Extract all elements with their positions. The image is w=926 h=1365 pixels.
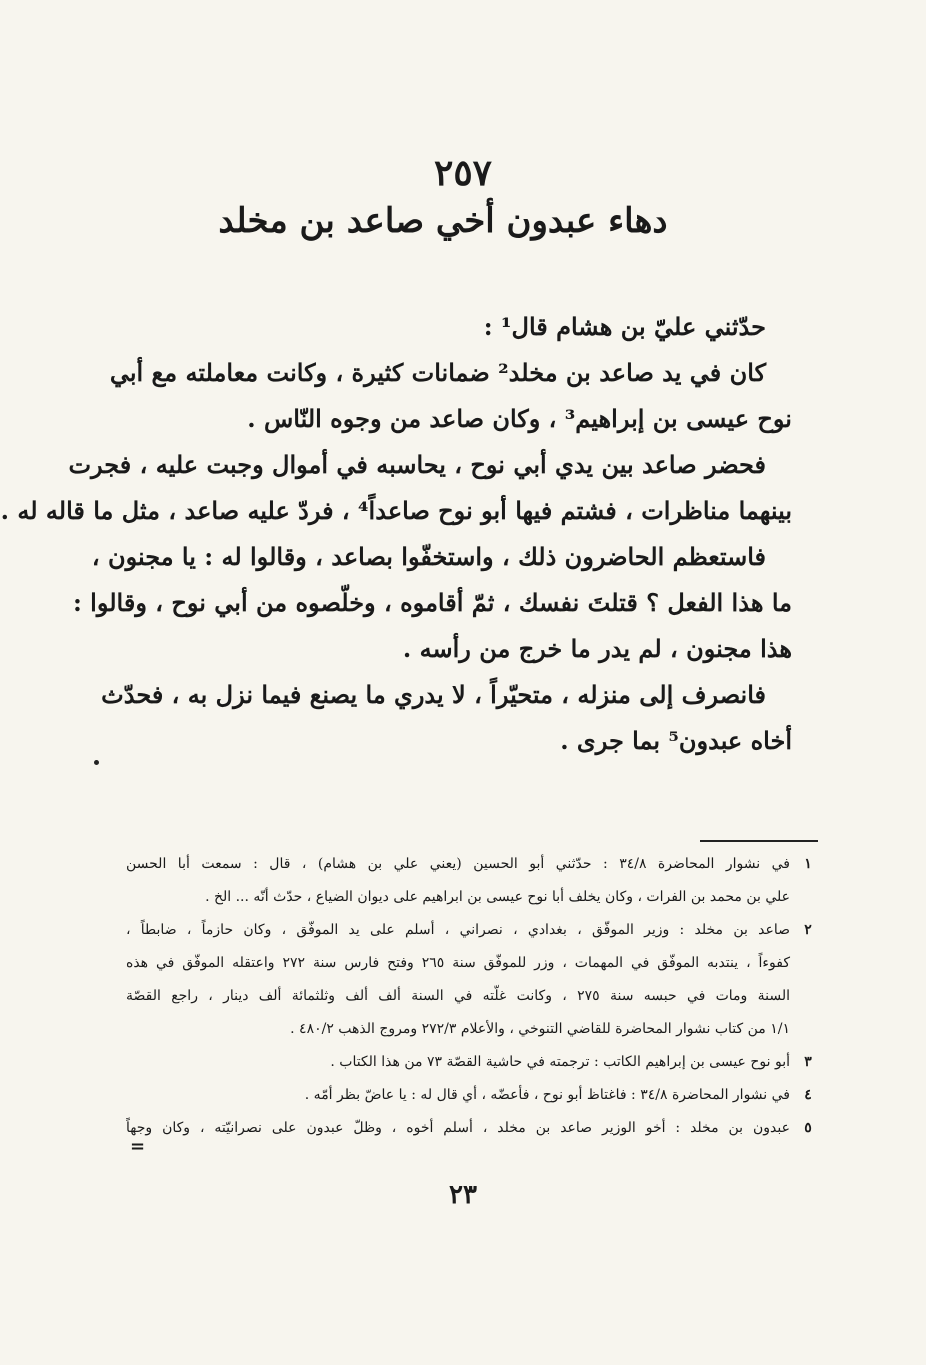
body-line: فاستعظم الحاضرون ذلك ، واستخفّوا بصاعد ، وقالوا له : يا مجنون ، [91,542,766,571]
footnote-line [126,980,826,1013]
footnote-number [790,980,826,1013]
scan-speck [94,760,99,765]
body-line: فحضر صاعد بين يدي أبي نوح ، يحاسبه في أموال وجبت عليه ، فجرت [68,450,766,479]
footnote-line [126,1046,826,1079]
footnote-line [126,914,826,947]
footnote-line [126,1079,826,1112]
page-number: ٢٣ [449,1180,477,1210]
story-title: دهاء عبدون أخي صاعد بن مخلد [218,201,668,241]
footnote-line [126,848,826,881]
body-line: حدّثني عليّ بن هشام قال¹ : [483,312,766,341]
footnote-text: أبو نوح عيسى بن إبراهيم الكاتب : ترجمته في حاشية القصّة ٧٣ من هذا الكتاب . [330,1054,790,1070]
footnote-number [790,881,826,914]
footnotes [126,848,826,1145]
body-line: بينهما مناظرات ، فشتم فيها أبو نوح صاعداً⁴ ، فردّ عليه صاعد ، مثل ما قاله له . [0,496,792,525]
body-line: ما هذا الفعل ؟ قتلتَ نفسك ، ثمّ أقاموه ، وخلّصوه من أبي نوح ، وقالوا : [72,588,792,617]
body-line: أخاه عبدون⁵ بما جرى . [560,726,792,755]
footnote-number [790,947,826,980]
body-line: هذا مجنون ، لم يدر ما خرج من رأسه . [402,634,792,663]
footnote-divider [700,840,818,842]
footnote-text: السنة ومات في حبسه سنة ٢٧٥ ، وكانت غلّته في السنة ألف ألف وثلثمائة ألف دينار ، راجع القصّة [126,988,791,1004]
footnote-number [790,1013,826,1046]
footnote-number: ١ [804,856,812,872]
body-line: فانصرف إلى منزله ، متحيّراً ، لا يدري ما يصنع فيما نزل به ، فحدّث [101,680,766,709]
footnote-text: في نشوار المحاضرة ٣٤/٨ : حدّثني أبو الحسين (يعني علي بن هشام) ، قال : سمعت أبا الحسن [126,856,790,872]
footnote-number: ٤ [804,1087,812,1103]
footnote-text: عبدون بن مخلد : أخو الوزير صاعد بن مخلد ، أسلم أخوه ، وظلّ عبدون على نصرانيّته ، وكان وجهاً [126,1120,790,1136]
body-line: كان في يد صاعد بن مخلد² ضمانات كثيرة ، وكانت معاملته مع أبي [109,358,766,387]
story-body [0,304,792,764]
footnote-line [126,881,826,914]
footnote-text: ١/١ من كتاب نشوار المحاضرة للقاضي التنوخي ، والأعلام ٢٧٢/٣ ومروج الذهب ٤٨٠/٢ . [290,1021,790,1037]
body-line: نوح عيسى بن إبراهيم³ ، وكان صاعد من وجوه النّاس . [247,404,792,433]
footnote-number: ٢ [804,922,812,938]
footnote-number: ٣ [804,1054,812,1070]
footnote-line [126,1112,826,1145]
footnote-text: صاعد بن مخلد : وزير الموفّق ، بغدادي ، نصراني ، أسلم على يد الموفّق ، وكان حازماً ، ضابطاً ، [126,922,790,938]
footnote-text: في نشوار المحاضرة ٣٤/٨ : فاغتاظ أبو نوح ، فأعضّه ، أي قال له : يا عاضّ بظر أمّه . [304,1087,790,1103]
footnote-line [126,947,826,980]
story-number: ٢٥٧ [433,152,492,194]
continuation-mark: = [130,1136,146,1157]
footnote-text: كفوءاً ، ينتدبه الموفّق في المهمات ، وزر للموفّق سنة ٢٦٥ وفتح فارس سنة ٢٧٢ واعتقله الموفّق في هذه [126,955,790,971]
footnote-line [126,1013,826,1046]
footnote-number: ٥ [804,1120,812,1136]
footnote-text: علي بن محمد بن الفرات ، وكان يخلف أبا نوح عيسى بن ابراهيم على ديوان الضياع ، حدّث أنّه ... الخ . [205,889,790,905]
